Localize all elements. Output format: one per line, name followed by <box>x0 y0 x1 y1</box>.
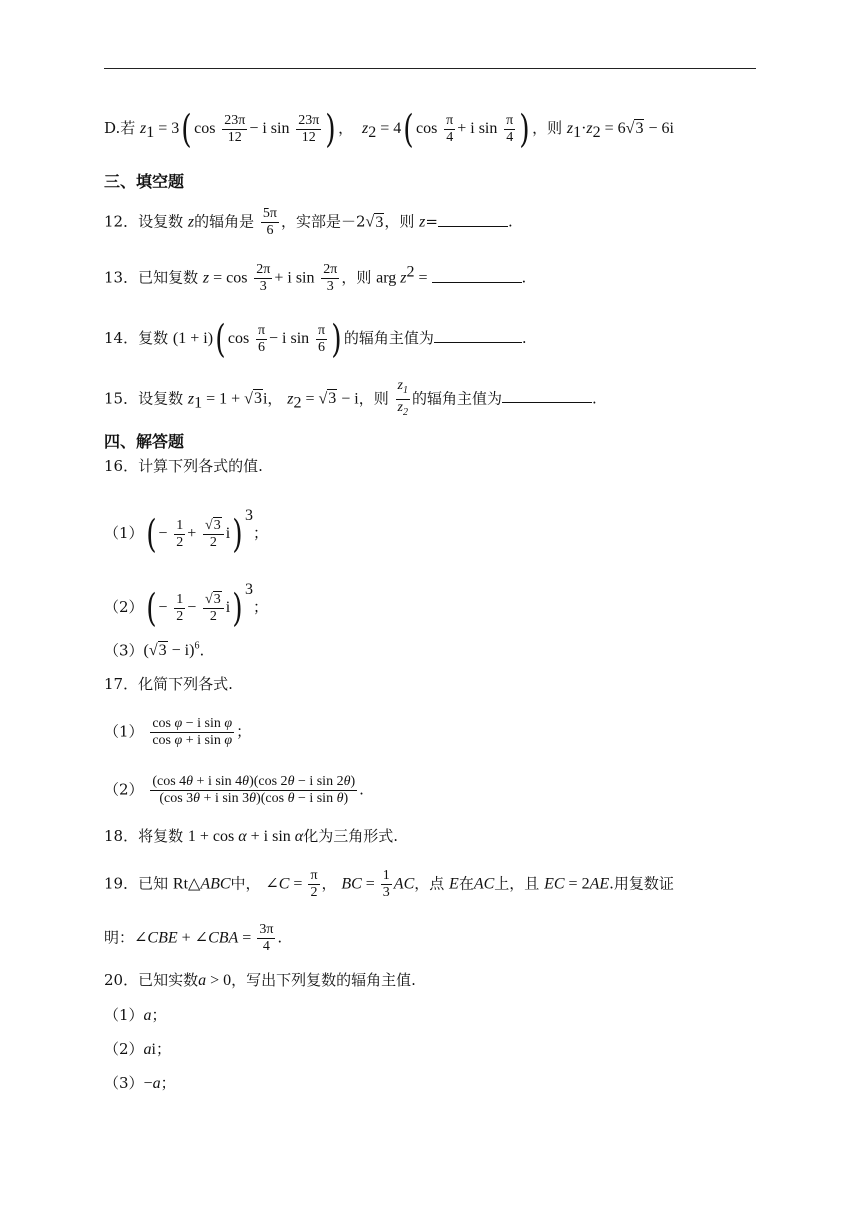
option-d-label: D.若 <box>104 119 136 137</box>
answer-blank <box>502 402 592 403</box>
question-14: 14．复数 (1 + i)( cos $\frac{\pi}{6}$ − i sin $\frac{\pi}{6}$ ) 的辐角主值为 . <box>104 317 527 361</box>
question-17-title: 17．化简下列各式. <box>104 675 233 693</box>
question-16-part-2: （2）( − $\frac{1}{2}$ − $\frac{√3}{2}$ i) $^3$； <box>104 581 268 630</box>
answer-blank <box>438 226 508 227</box>
question-20-title: 20．已知实数a > 0，写出下列复数的辐角主值. <box>104 971 416 989</box>
header-rule <box>104 68 756 69</box>
question-17-part-2: （2） $\frac{\text{(cos 4θ + i sin 4θ)(cos 2θ − i sin 2θ)}}{\text{(cos 3θ + i sin 3θ)(cos θ − i sin θ)}}$ . <box>104 774 364 806</box>
question-15: 15．设复数 $z_1 = 1 + √3i$， $z_2 = √3 - i$，则 $\frac{z_1}{z_2}$ 的辐角主值为 . <box>104 378 597 418</box>
question-17-part-1: （1） $\frac{\text{cos φ − i sin φ}}{\text{cos φ + i sin φ}}$ ； <box>104 716 252 748</box>
question-20-part-2: （2）ai； <box>104 1040 172 1058</box>
question-20-part-1: （1）a； <box>104 1006 167 1024</box>
question-16-title: 16．计算下列各式的值. <box>104 457 263 475</box>
question-13: 13．已知复数 z = cos $\frac{2\pi}{3}$ + i sin $\frac{2\pi}{3}$ ，则 arg $z^2$ = . <box>104 262 527 294</box>
section-free-response: 四、解答题 <box>104 432 185 451</box>
question-12: 12．设复数 z的辐角是 $\frac{5\pi}{6}$ ，实部是－2√3，则 z= . <box>104 206 513 238</box>
question-16-part-1: （1）( − $\frac{1}{2}$ + $\frac{√3}{2}$ i) $^3$； <box>104 507 268 556</box>
question-19: 19．已知 Rt△ABC中， ∠C = $\frac{\pi}{2}$ ， BC = $\frac{1}{3}$ AC，点 E在AC上，且 EC = 2AE.用复数证 <box>104 868 674 900</box>
question-19-cont: 明：∠CBE + ∠CBA = $\frac{3\pi}{4}$ . <box>104 922 283 954</box>
question-11-option-d: D.若 $z_1 = 3$( cos $\frac{23\pi}{12}$ − i sin $\frac{23\pi}{12}$ ) ， $z_2 = 4$( cos $\frac{\pi}{4}$ + i sin $\frac{\pi}{4}$ ) ，则 $z_1\cdot z_2 = 6√3 - 6i$ <box>104 107 674 151</box>
question-16-part-3: $(3)(√3 - i)^6$. <box>104 641 205 660</box>
section-fill-in-blank: 三、填空题 <box>104 172 185 191</box>
answer-blank <box>432 282 522 283</box>
answer-blank <box>434 342 522 343</box>
question-18: 18．将复数 1 + cos α + i sin α化为三角形式. <box>104 827 398 845</box>
question-20-part-3: （3）−a； <box>104 1074 176 1092</box>
